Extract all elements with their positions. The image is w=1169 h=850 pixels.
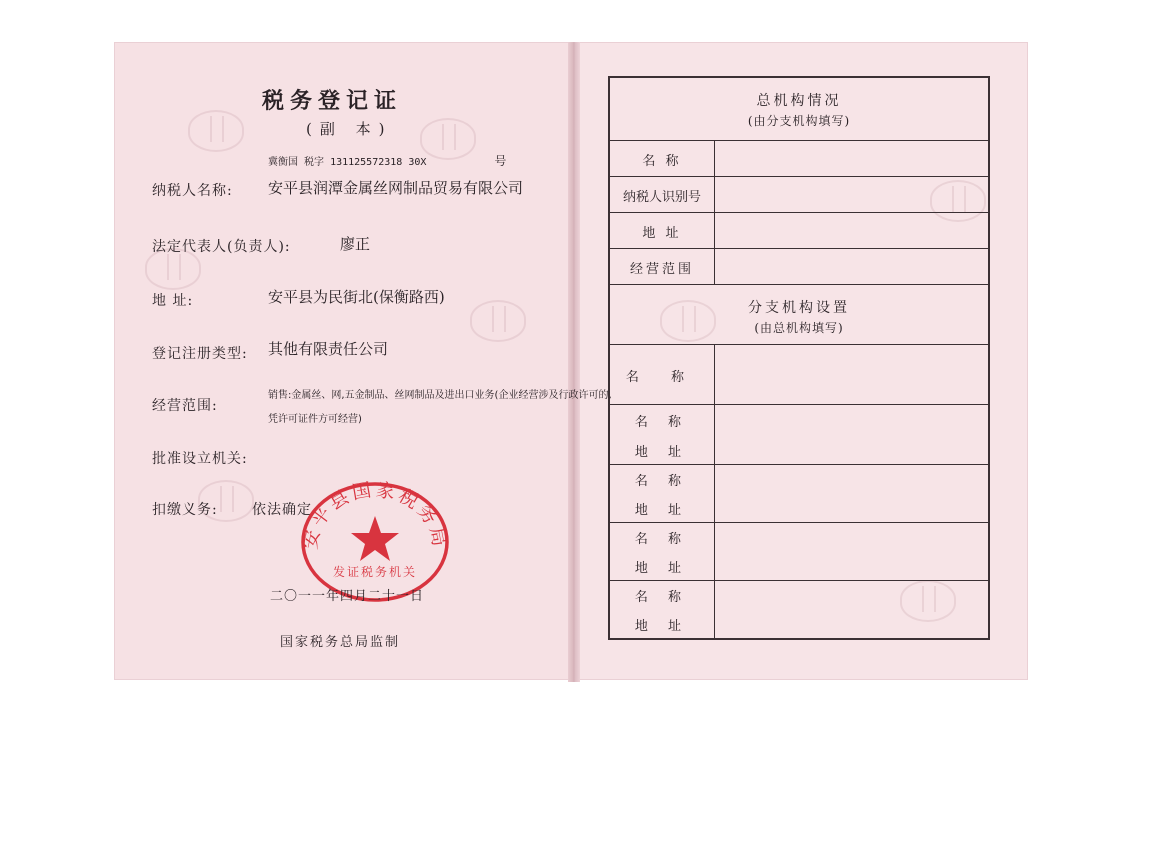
withholding-duty-label: 扣缴义务: bbox=[152, 502, 218, 518]
hq-row-address bbox=[610, 212, 988, 249]
hq-row-name bbox=[610, 140, 988, 177]
business-scope-line-2: 凭许可证件方可经营) bbox=[268, 414, 362, 425]
branch-1-name-label: 名 称 bbox=[610, 345, 715, 405]
hq-taxid-label: 纳税人识别号 bbox=[610, 177, 715, 213]
issue-date: 二〇一一年四月二十一日 bbox=[270, 589, 425, 604]
branch-title: 分支机构设置 bbox=[748, 300, 850, 316]
hq-row-scope bbox=[610, 248, 988, 285]
branch-3-address-label: 地 址 bbox=[634, 503, 690, 518]
branch-row-5 bbox=[610, 580, 988, 639]
branch-2-address-label: 地 址 bbox=[634, 444, 690, 460]
address-label: 地 址: bbox=[152, 293, 194, 309]
reg-number: 131125572318 30X bbox=[330, 157, 427, 168]
business-scope-line-1: 销售:金属丝、网,五金制品、丝网制品及进出口业务(企业经营涉及行政许可的, bbox=[268, 390, 612, 401]
taxpayer-name-value: 安平县润潭金属丝网制品贸易有限公司 bbox=[268, 179, 524, 197]
hq-heading bbox=[610, 90, 988, 129]
branch-4-labels bbox=[610, 523, 715, 581]
supervised-by: 国家税务总局监制 bbox=[280, 635, 401, 650]
taxpayer-name-label: 纳税人名称: bbox=[152, 183, 233, 199]
branch-heading-row bbox=[610, 284, 988, 345]
hq-row-taxid bbox=[610, 176, 988, 213]
hq-name-label: 名 称 bbox=[610, 141, 715, 177]
reg-type-value: 其他有限责任公司 bbox=[268, 340, 389, 358]
book-spine bbox=[568, 42, 580, 682]
watermark-emblem-icon bbox=[188, 110, 244, 152]
branch-3-labels bbox=[610, 465, 715, 523]
branch-4-address-label: 地 址 bbox=[634, 561, 690, 576]
registration-number bbox=[268, 152, 506, 169]
branch-subtitle: (由总机构填写) bbox=[754, 321, 844, 335]
branch-3-name-label: 名 称 bbox=[634, 474, 690, 489]
branch-row-1 bbox=[610, 344, 988, 405]
reg-suffix: 号 bbox=[494, 154, 507, 168]
hq-title: 总机构情况 bbox=[756, 93, 842, 109]
branch-2-name-label: 名 称 bbox=[634, 414, 690, 430]
legal-rep-label: 法定代表人(负责人): bbox=[152, 239, 291, 255]
certificate-title: 税务登记证 bbox=[262, 88, 403, 114]
branch-5-name-label: 名 称 bbox=[634, 590, 690, 605]
reg-prefix: 冀衡国 税字 bbox=[268, 157, 325, 168]
branch-row-4 bbox=[610, 522, 988, 581]
branch-4-name-label: 名 称 bbox=[634, 532, 690, 547]
branch-row-2 bbox=[610, 404, 988, 465]
approval-authority-label: 批准设立机关: bbox=[152, 451, 248, 467]
certificate-subtitle: (副 本) bbox=[306, 120, 393, 138]
branch-2-labels bbox=[610, 405, 715, 465]
withholding-duty-value: 依法确定 bbox=[252, 502, 312, 518]
reg-type-label: 登记注册类型: bbox=[152, 346, 248, 362]
hq-address-label: 地 址 bbox=[610, 213, 715, 249]
branch-5-labels bbox=[610, 581, 715, 639]
branch-row-3 bbox=[610, 464, 988, 523]
seal-star-icon bbox=[351, 516, 399, 561]
address-value: 安平县为民街北(保衡路西) bbox=[268, 288, 445, 306]
business-scope-label: 经营范围: bbox=[152, 398, 218, 414]
seal-subtext: 发证税务机关 bbox=[332, 565, 418, 579]
organization-table bbox=[608, 76, 990, 640]
seal-text: 安平县国家税务局 bbox=[299, 478, 451, 552]
branch-heading bbox=[610, 297, 988, 336]
hq-subtitle: (由分支机构填写) bbox=[747, 114, 851, 128]
branch-5-address-label: 地 址 bbox=[634, 619, 690, 634]
legal-rep-value: 廖正 bbox=[340, 235, 371, 253]
watermark-emblem-icon bbox=[470, 300, 526, 342]
hq-scope-label: 经营范围 bbox=[610, 249, 715, 285]
